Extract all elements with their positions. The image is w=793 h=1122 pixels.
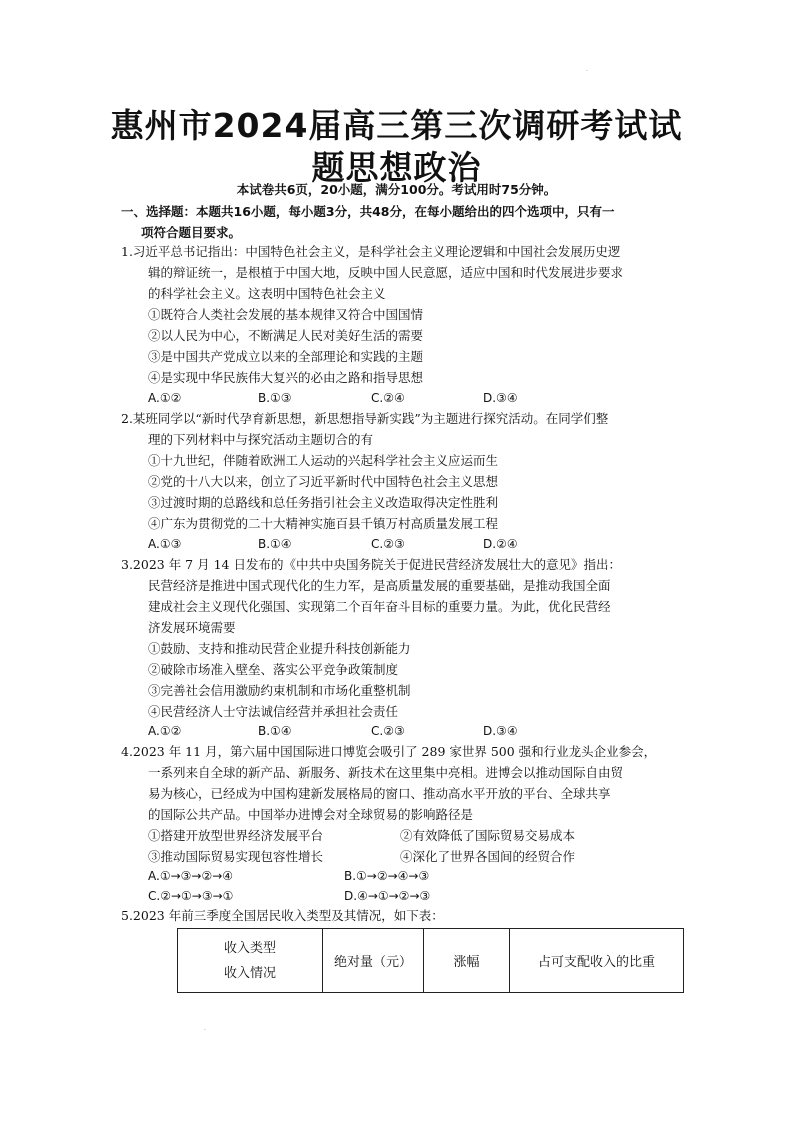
q2-option-a: A.①③ xyxy=(148,537,182,551)
q3-stem-line2: 民营经济是推进中国式现代化的生力军，是高质量发展的重要基础，是推动我国全面 xyxy=(148,578,611,593)
q4-stem-line3: 易为核心，已经成为中国构建新发展格局的窗口、推动高水平开放的平台、全球共享 xyxy=(148,786,611,801)
diag-bottom-label: 收入情况 xyxy=(223,965,276,981)
q3-stem-line1: 3.2023 年 7 月 14 日发布的《中共中央国务院关于促进民营经济发展壮大的意见》指出： xyxy=(121,557,621,572)
q4-item-1: ①搭建开放型世界经济发展平台 xyxy=(148,828,324,843)
diag-top-label: 收入类型 xyxy=(223,940,276,956)
table-diagonal-header-cell xyxy=(178,929,323,993)
q4-option-a: A.①→③→②→④ xyxy=(148,869,234,883)
income-table xyxy=(177,928,684,993)
section-line1: 一、选择题：本题共16小题，每小题3分，共48分，在每小题给出的四个选项中，只有一 xyxy=(121,204,615,219)
q2-item-2: ②党的十八大以来，创立了习近平新时代中国特色社会主义思想 xyxy=(148,474,499,489)
q1-item-4: ④是实现中华民族伟大复兴的必由之路和指导思想 xyxy=(148,370,424,385)
q4-item-3: ③推动国际贸易实现包容性增长 xyxy=(148,849,324,864)
q4-stem-line1: 4.2023 年 11 月，第六届中国国际进口博览会吸引了 289 家世界 500 强和行业龙头企业参会， xyxy=(121,744,657,759)
section-line2: 项符合题目要求。 xyxy=(141,225,242,240)
q4-item-4: ④深化了世界各国间的经贸合作 xyxy=(400,849,576,864)
q4-option-c: C.②→①→③→① xyxy=(148,889,234,903)
section-heading xyxy=(121,201,691,243)
q4-option-b: B.①→②→④→③ xyxy=(344,869,430,883)
q3-option-d: D.③④ xyxy=(483,724,518,738)
q1-item-3: ③是中国共产党成立以来的全部理论和实践的主题 xyxy=(148,349,424,364)
col-absolute-amount: 绝对量（元） xyxy=(323,929,424,993)
q2-item-1: ①十九世纪，伴随着欧洲工人运动的兴起科学社会主义应运而生 xyxy=(148,453,499,468)
q1-stem-line1: 1.习近平总书记指出：中国特色社会主义，是科学社会主义理论逻辑和中国社会发展历史逻 xyxy=(121,244,621,259)
scan-dot-2: . xyxy=(204,1025,206,1032)
q2-item-3: ③过渡时期的总路线和总任务指引社会主义改造取得决定性胜利 xyxy=(148,495,499,510)
q4-option-d: D.④→①→②→③ xyxy=(344,889,431,903)
q1-option-a: A.①② xyxy=(148,391,182,405)
q2-item-4: ④广东为贯彻党的二十大精神实施百县千镇万村高质量发展工程 xyxy=(148,516,499,531)
table-header-row xyxy=(178,929,684,993)
q1-item-2: ②以人民为中心，不断满足人民对美好生活的需要 xyxy=(148,328,424,343)
q4-stem-line2: 一系列来自全球的新产品、新服务、新技术在这里集中亮相。进博会以推动国际自由贸 xyxy=(148,765,624,780)
q3-item-2: ②破除市场准入壁垒、落实公平竞争政策制度 xyxy=(148,662,399,677)
q3-item-3: ③完善社会信用激励约束机制和市场化重整机制 xyxy=(148,683,411,698)
q1-option-d: D.③④ xyxy=(483,391,518,405)
q3-item-4: ④民营经济人士守法诚信经营并承担社会责任 xyxy=(148,704,399,719)
q5-stem: 5.2023 年前三季度全国居民收入类型及其情况，如下表： xyxy=(121,908,444,923)
q3-option-b: B.①④ xyxy=(258,724,292,738)
q2-stem-line1: 2.某班同学以“新时代孕育新思想，新思想指导新实践”为主题进行探究活动。在同学们整 xyxy=(121,411,609,426)
scan-dot: . xyxy=(586,66,588,73)
q1-option-b: B.①③ xyxy=(258,391,292,405)
q1-option-c: C.②④ xyxy=(371,391,405,405)
q2-option-c: C.②③ xyxy=(371,537,405,551)
exam-title-line1: 惠州市2024届高三第三次调研考试试 xyxy=(110,106,683,145)
q1-item-1: ①既符合人类社会发展的基本规律又符合中国国情 xyxy=(148,307,424,322)
q3-option-c: C.②③ xyxy=(371,724,405,738)
q3-option-a: A.①② xyxy=(148,724,182,738)
q2-stem-line2: 理的下列材料中与探究活动主题切合的有 xyxy=(148,432,374,447)
q2-option-b: B.①④ xyxy=(258,537,292,551)
q1-stem-line2: 辑的辩证统一，是根植于中国大地，反映中国人民意愿，适应中国和时代发展进步要求 xyxy=(148,265,624,280)
q2-option-d: D.②④ xyxy=(483,537,518,551)
q3-stem-line3: 建成社会主义现代化强国、实现第二个百年奋斗目标的重要力量。为此，优化民营经 xyxy=(148,599,611,614)
col-share: 占可支配收入的比重 xyxy=(510,929,684,993)
q1-stem-line3: 的科学社会主义。这表明中国特色社会主义 xyxy=(148,286,386,301)
q4-item-2: ②有效降低了国际贸易交易成本 xyxy=(400,828,576,843)
exam-info: 本试卷共6页，20小题，满分100分。考试用时75分钟。 xyxy=(236,182,557,197)
col-growth: 涨幅 xyxy=(424,929,510,993)
q3-stem-line4: 济发展环境需要 xyxy=(148,620,236,635)
q4-stem-line4: 的国际公共产品。中国举办进博会对全球贸易的影响路径是 xyxy=(148,807,474,822)
q3-item-1: ①鼓励、支持和推动民营企业提升科技创新能力 xyxy=(148,641,411,656)
exam-title-line2: 题思想政治 xyxy=(311,148,482,187)
